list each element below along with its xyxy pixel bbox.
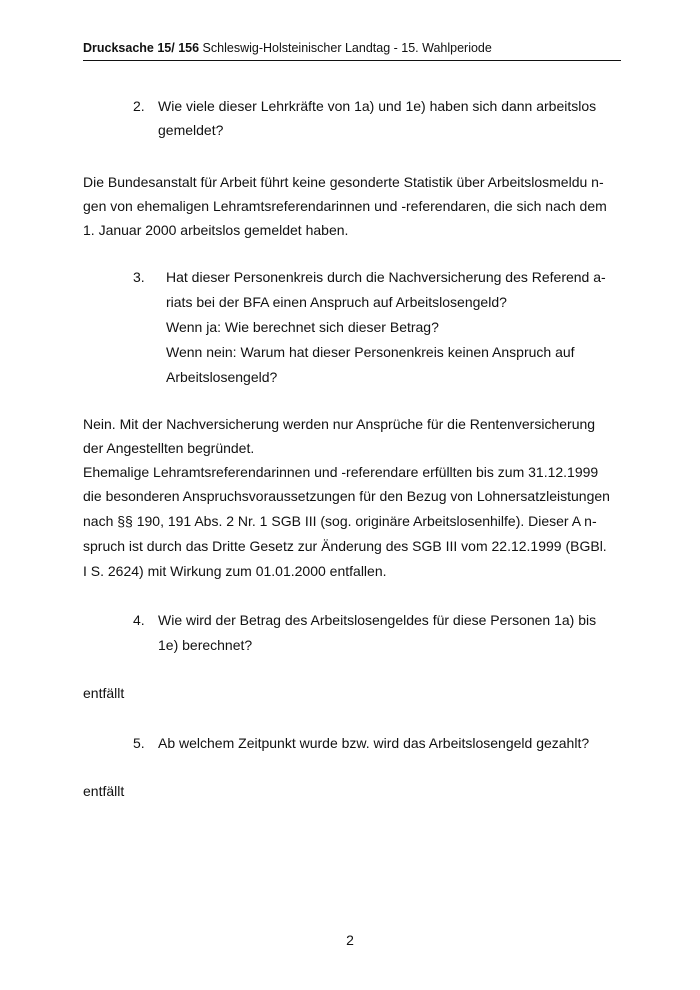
- header-doc-prefix: Drucksache 15: [83, 41, 172, 55]
- answer-text-line: die besonderen Anspruchsvoraussetzungen für den Bezug von Lohnersatzleistungen: [83, 488, 610, 504]
- question-text-line: Hat dieser Personenkreis durch die Nachversicherung des Referend a-: [166, 269, 606, 285]
- answer-text-line: Ehemalige Lehramtsreferendarinnen und -referendare erfüllten bis zum 31.12.1999: [83, 464, 599, 480]
- document-header: [83, 40, 621, 61]
- answer-text-line: gen von ehemaligen Lehramtsreferendarinnen und -referendaren, die sich nach dem: [83, 198, 607, 214]
- header-doc-number: / 156: [171, 41, 200, 55]
- question-text-line: Wie viele dieser Lehrkräfte von 1a) und 1e) haben sich dann arbeitslos: [158, 98, 597, 114]
- answer-text-line: nach §§ 190, 191 Abs. 2 Nr. 1 SGB III (sog. originäre Arbeitslosenhilfe). Dieser A n-: [83, 513, 597, 529]
- question-text-line: Wenn nein: Warum hat dieser Personenkreis keinen Anspruch auf: [166, 344, 575, 360]
- question-text-line: Wie wird der Betrag des Arbeitslosengeldes für diese Personen 1a) bis: [158, 612, 597, 628]
- question-text-line: 1e) berechnet?: [158, 637, 253, 653]
- answer-text-line: spruch ist durch das Dritte Gesetz zur Änderung des SGB III vom 22.12.1999 (BGBl.: [83, 538, 607, 554]
- answer-text-line: I S. 2624) mit Wirkung zum 01.01.2000 entfallen.: [83, 563, 387, 579]
- question-number: 5.: [133, 735, 145, 751]
- question-number: 4.: [133, 612, 145, 628]
- header-doc-title: Schleswig-Holsteinischer Landtag - 15. Wahlperiode: [199, 41, 492, 55]
- answer-text-line: Die Bundesanstalt für Arbeit führt keine gesonderte Statistik über Arbeitslosmeldu n-: [83, 174, 604, 190]
- page-number: 2: [346, 932, 354, 948]
- answer-text-line: Nein. Mit der Nachversicherung werden nur Ansprüche für die Rentenversicherung: [83, 416, 596, 432]
- question-text-line: riats bei der BFA einen Anspruch auf Arbeitslosengeld?: [166, 294, 507, 310]
- question-text-line: gemeldet?: [158, 122, 224, 138]
- question-text-line: Wenn ja: Wie berechnet sich dieser Betrag?: [166, 319, 439, 335]
- answer-4: entfällt: [83, 685, 125, 701]
- question-text-line: Arbeitslosengeld?: [166, 369, 278, 385]
- question-text-line: Ab welchem Zeitpunkt wurde bzw. wird das Arbeitslosengeld gezahlt?: [158, 735, 590, 751]
- answer-text-line: der Angestellten begründet.: [83, 440, 255, 456]
- answer-text-line: 1. Januar 2000 arbeitslos gemeldet haben.: [83, 222, 349, 238]
- question-number: 3.: [133, 269, 145, 285]
- question-number: 2.: [133, 98, 145, 114]
- answer-5: entfällt: [83, 783, 125, 799]
